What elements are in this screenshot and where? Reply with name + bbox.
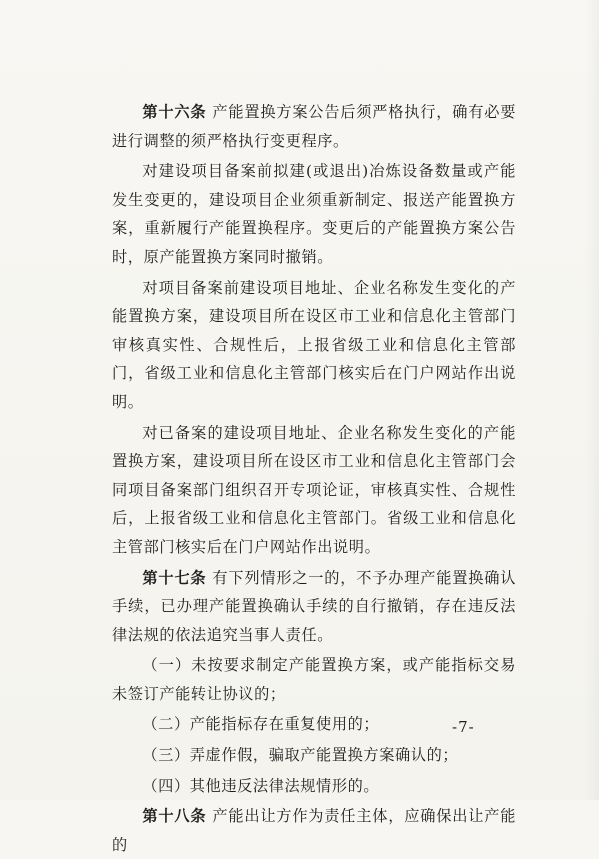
list-item-text: （三）弄虚作假，骗取产能置换方案确认的； <box>142 746 459 765</box>
article-text: 产能出让方作为责任主体，应确保出让产能的 <box>112 807 516 854</box>
list-item-text: （二）产能指标存在重复使用的； <box>142 715 380 734</box>
list-item <box>112 741 516 770</box>
article-heading: 第十八条 <box>142 807 207 826</box>
body-paragraph <box>112 419 516 562</box>
page-edge-shadow <box>585 0 599 800</box>
article-heading: 第十七条 <box>142 568 207 587</box>
article-16-paragraph <box>112 98 516 155</box>
document-body <box>112 98 516 859</box>
article-text: 产能置换方案公告后须严格执行，确有必要进行调整的须严格执行变更程序。 <box>112 103 516 150</box>
article-heading: 第十六条 <box>142 103 207 121</box>
article-17-paragraph <box>112 564 516 650</box>
list-item <box>112 651 516 708</box>
list-item-text: （一）未按要求制定产能置换方案，或产能指标交易未签订产能转让协议的； <box>112 656 516 703</box>
body-paragraph <box>112 274 516 417</box>
page-number: -7- <box>452 718 475 736</box>
paragraph-text: 对项目备案前建设项目地址、企业名称发生变化的产能置换方案，建设项目所在设区市工业和信息化主管部门审核真实性、合规性后，上报省级工业和信息化主管部门，省级工业和信息化主管部门核实后在门户网站作出说明。 <box>112 278 516 411</box>
paragraph-text: 对已备案的建设项目地址、企业名称发生变化的产能置换方案，建设项目所在设区市工业和信息化主管部门会同项目备案部门组织召开专项论证，审核真实性、合规性后，上报省级工业和信息化主管部门。省级工业和信息化主管部门核实后在门户网站作出说明。 <box>112 423 516 556</box>
list-item-text: （四）其他违反法律法规情形的。 <box>142 776 380 795</box>
body-paragraph <box>112 157 516 271</box>
article-18-paragraph <box>112 802 516 859</box>
article-text: 有下列情形之一的，不予办理产能置换确认手续，已办理产能置换确认手续的自行撤销，存在违反法律法规的依法追究当事人责任。 <box>112 568 516 644</box>
paragraph-text: 对建设项目备案前拟建(或退出)冶炼设备数量或产能发生变更的，建设项目企业须重新制定、报送产能置换方案，重新履行产能置换程序。变更后的产能置换方案公告时，原产能置换方案同时撤销。 <box>112 162 516 266</box>
list-item <box>112 772 516 801</box>
